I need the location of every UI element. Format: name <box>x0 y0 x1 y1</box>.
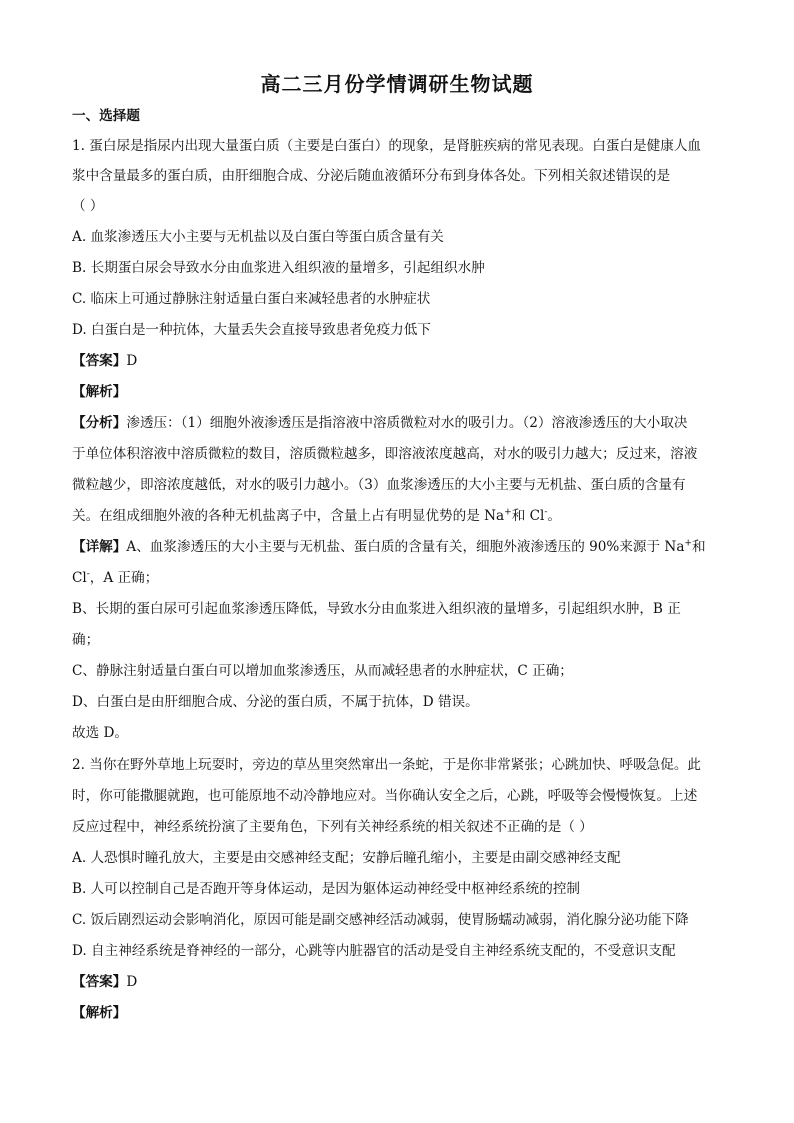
q1-answer <box>72 352 726 370</box>
q1-xj-a-text-1b: 和 <box>691 539 706 555</box>
q1-answer-value: D <box>126 353 138 369</box>
q1-option-a: A. 血浆渗透压大小主要与无机盐以及白蛋白等蛋白质含量有关 <box>72 229 444 245</box>
q1-stem-line-1: 1. 蛋白尿是指尿内出现大量蛋白质（主要是白蛋白）的现象，是肾脏疾病的常见表现。白蛋白是健康人血 <box>72 138 702 154</box>
q1-fenxi-sup-2: - <box>544 507 548 518</box>
q1-option-c: C. 临床上可通过静脉注射适量白蛋白来减轻患者的水肿症状 <box>72 291 431 307</box>
q1-xiangjie-a-line-2 <box>72 569 726 587</box>
q2-option-d: D. 自主神经系统是脊神经的一部分，心跳等内脏器官的活动是受自主神经系统支配的，不受意识支配 <box>72 943 676 959</box>
q1-xiangjie-b-line-1: B、长期的蛋白尿可引起血浆渗透压降低，导致水分由血浆进入组织液的量增多，引起组织水肿，B 正 <box>72 601 681 617</box>
q1-xiangjie-b-line-2: 确； <box>72 632 100 648</box>
q1-fenxi-line-1 <box>72 414 726 432</box>
q1-fenxi-text-1: 渗透压：（1）细胞外液渗透压是指溶液中溶质微粒对水的吸引力。（2）溶液渗透压的大小取决 <box>126 415 688 431</box>
q1-xj-a-text-1a: A、血浆渗透压的大小主要与无机盐、蛋白质的含量有关，细胞外液渗透压的 90%来源于 Na <box>126 539 685 555</box>
q2-stem-line-2: 时，你可能撒腿就跑，也可能原地不动冷静地应对。当你确认安全之后，心跳，呼吸等会慢慢恢复。上述 <box>72 788 698 804</box>
q1-xj-a-sup-2: - <box>86 569 90 580</box>
q1-fenxi-line-2: 于单位体积溶液中溶质微粒的数目，溶质微粒越多，即溶液浓度越高，对水的吸引力越大；反过来，溶液 <box>72 446 698 462</box>
q1-fenxi-text-4b: 和 Cl <box>511 508 545 524</box>
q2-option-c: C. 饭后剧烈运动会影响消化，原因可能是副交感神经活动减弱，使胃肠蠕动减弱，消化腺分泌功能下降 <box>72 912 689 928</box>
q2-answer <box>72 973 726 991</box>
q1-xiangjie-label: 【详解】 <box>72 539 127 555</box>
q2-option-a: A. 人恐惧时瞳孔放大，主要是由交感神经支配；安静后瞳孔缩小，主要是由副交感神经支配 <box>72 850 621 866</box>
q1-xj-a-text-2b: ，A 正确； <box>89 570 159 586</box>
q1-xj-a-sup-1: + <box>684 538 692 549</box>
q1-conclusion: 故选 D。 <box>72 725 129 741</box>
q1-fenxi-sup-1: + <box>504 507 512 518</box>
q1-stem-line-3: （ ） <box>72 198 104 214</box>
q1-fenxi-line-3: 微粒越少，即溶浓度越低，对水的吸引力越小。（3）血浆渗透压的大小主要与无机盐、蛋白质的含量有 <box>72 477 686 493</box>
q1-option-b: B. 长期蛋白尿会导致水分由血浆进入组织液的量增多，引起组织水肿 <box>72 260 485 276</box>
q1-fenxi-text-4c: 。 <box>547 508 561 524</box>
q2-stem-line-3: 反应过程中，神经系统扮演了主要角色，下列有关神经系统的相关叙述不正确的是（ ） <box>72 819 593 835</box>
q1-xiangjie-a-line-1 <box>72 538 726 556</box>
q1-fenxi-text-4a: 关。在组成细胞外液的各种无机盐离子中，含量上占有明显优势的是 Na <box>72 508 505 524</box>
q1-fenxi-line-4 <box>72 507 726 525</box>
q2-answer-value: D <box>126 974 138 990</box>
q1-answer-label: 【答案】 <box>72 353 127 369</box>
section-heading: 一、选择题 <box>72 108 140 124</box>
q1-option-d: D. 白蛋白是一种抗体，大量丢失会直接导致患者免疫力低下 <box>72 322 431 338</box>
q2-stem-line-1: 2. 当你在野外草地上玩耍时，旁边的草丛里突然窜出一条蛇，于是你非常紧张；心跳加快、呼吸急促。此 <box>72 757 702 773</box>
q1-xiangjie-d: D、白蛋白是由肝细胞合成、分泌的蛋白质，不属于抗体，D 错误。 <box>72 694 479 710</box>
q2-answer-label: 【答案】 <box>72 974 127 990</box>
q1-stem-line-2: 浆中含量最多的蛋白质，由肝细胞合成、分泌后随血液循环分布到身体各处。下列相关叙述错误的是 <box>72 168 671 184</box>
q2-option-b: B. 人可以控制自己是否跑开等身体运动，是因为躯体运动神经受中枢神经系统的控制 <box>72 881 581 897</box>
q1-xj-a-text-2a: Cl <box>72 570 87 586</box>
q2-analysis-label: 【解析】 <box>72 1005 127 1021</box>
q1-xiangjie-c: C、静脉注射适量白蛋白可以增加血浆渗透压，从而减轻患者的水肿症状，C 正确； <box>72 663 573 679</box>
page-title: 高二三月份学情调研生物试题 <box>260 72 534 96</box>
q1-fenxi-label: 【分析】 <box>72 415 127 431</box>
q1-analysis-label: 【解析】 <box>72 384 127 400</box>
